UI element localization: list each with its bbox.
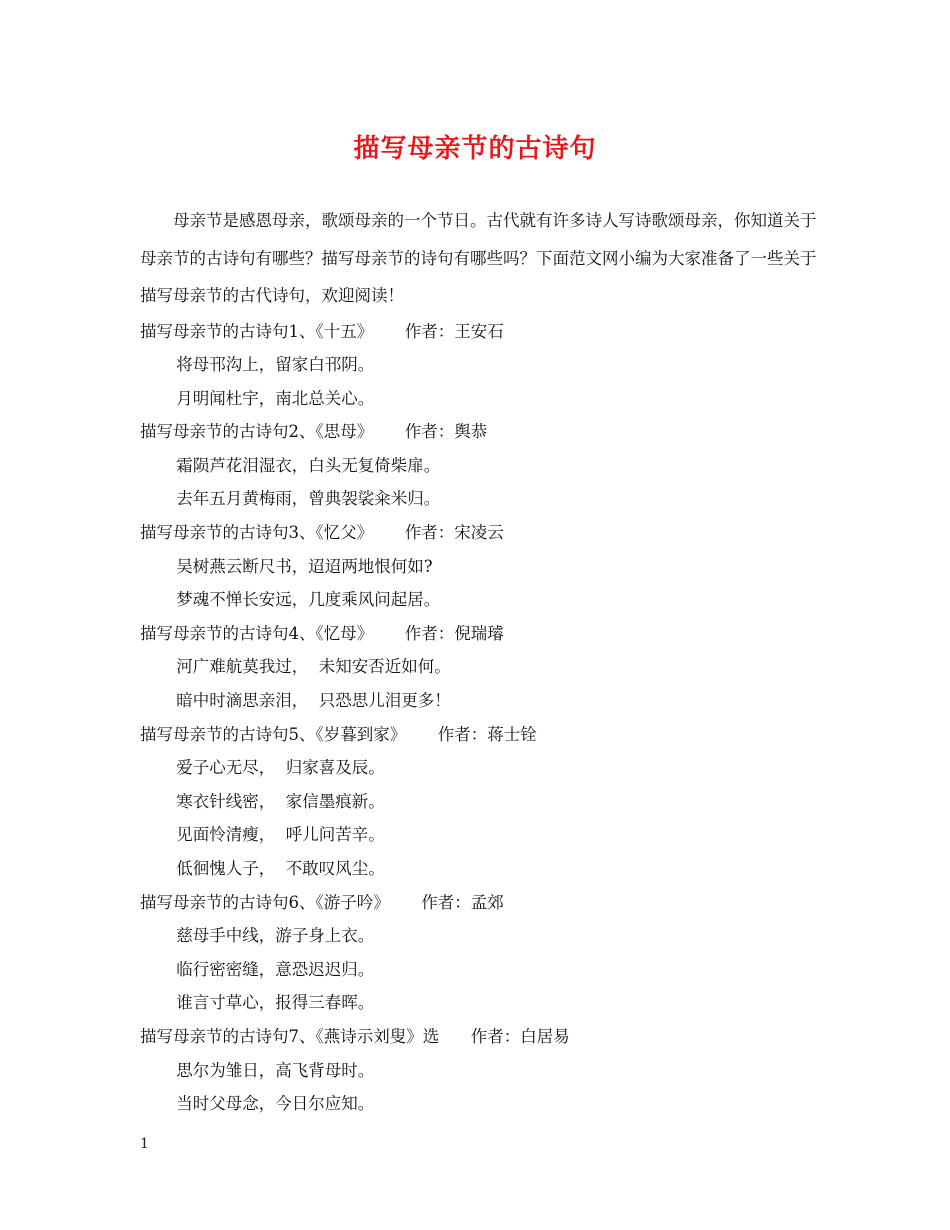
poem-line: 临行密密缝，意恐迟迟归。 xyxy=(176,959,375,979)
poem-line: 慈母手中线，游子身上衣。 xyxy=(176,926,375,946)
poem-line: 见面怜清瘦， 呼儿问苦辛。 xyxy=(176,825,385,845)
poem-line: 梦魂不惮长安远，几度乘风问起居。 xyxy=(176,590,441,610)
poem-line: 霜陨芦花泪湿衣，白头无复倚柴扉。 xyxy=(176,455,441,475)
poem-list xyxy=(140,315,830,1121)
poem-heading: 描写母亲节的古诗句1、《十五》 作者：王安石 xyxy=(140,321,504,341)
poem-line: 月明闻杜宇，南北总关心。 xyxy=(176,388,375,408)
poem-line: 爱子心无尽， 归家喜及辰。 xyxy=(176,758,385,778)
poem-line: 低徊愧人子， 不敢叹风尘。 xyxy=(176,859,385,878)
document-body xyxy=(140,202,830,1121)
poem-heading: 描写母亲节的古诗句2、《思母》 作者：舆恭 xyxy=(140,422,488,442)
poem-line: 暗中时滴思亲泪， 只恐思儿泪更多！ xyxy=(176,691,451,711)
poem-line: 谁言寸草心，报得三春晖。 xyxy=(176,993,375,1013)
poem-line: 当时父母念，今日尔应知。 xyxy=(176,1094,375,1114)
poem-heading: 描写母亲节的古诗句7、《燕诗示刘叟》选 作者：白居易 xyxy=(140,1026,570,1046)
intro-paragraph: 母亲节是感恩母亲，歌颂母亲的一个节日。古代就有许多诗人写诗歌颂母亲，你知道关于母亲节的古诗句有哪些？描写母亲节的诗句有哪些吗？下面范文网小编为大家准备了一些关于描写母亲节的古代诗句，欢迎阅读！ xyxy=(140,211,817,305)
poem-line: 去年五月黄梅雨，曾典袈裟籴米归。 xyxy=(176,489,441,509)
poem-heading: 描写母亲节的古诗句4、《忆母》 作者：倪瑞璿 xyxy=(140,623,504,643)
document-title: 描写母亲节的古诗句 xyxy=(353,134,597,164)
poem-line: 将母邗沟上，留家白邗阴。 xyxy=(176,355,375,375)
poem-heading: 描写母亲节的古诗句5、《岁暮到家》 作者：蒋士铨 xyxy=(140,724,537,744)
poem-line: 寒衣针线密， 家信墨痕新。 xyxy=(176,791,385,811)
poem-heading: 描写母亲节的古诗句3、《忆父》 作者：宋凌云 xyxy=(140,523,504,543)
poem-line: 河广难航莫我过， 未知安否近如何。 xyxy=(176,657,451,677)
poem-line: 吴树燕云断尺书，迢迢两地恨何如? xyxy=(176,556,433,576)
poem-line: 思尔为雏日，高飞背母时。 xyxy=(176,1060,375,1080)
poem-heading: 描写母亲节的古诗句6、《游子吟》 作者：孟郊 xyxy=(140,892,504,912)
page-number: 1 xyxy=(140,1136,149,1152)
